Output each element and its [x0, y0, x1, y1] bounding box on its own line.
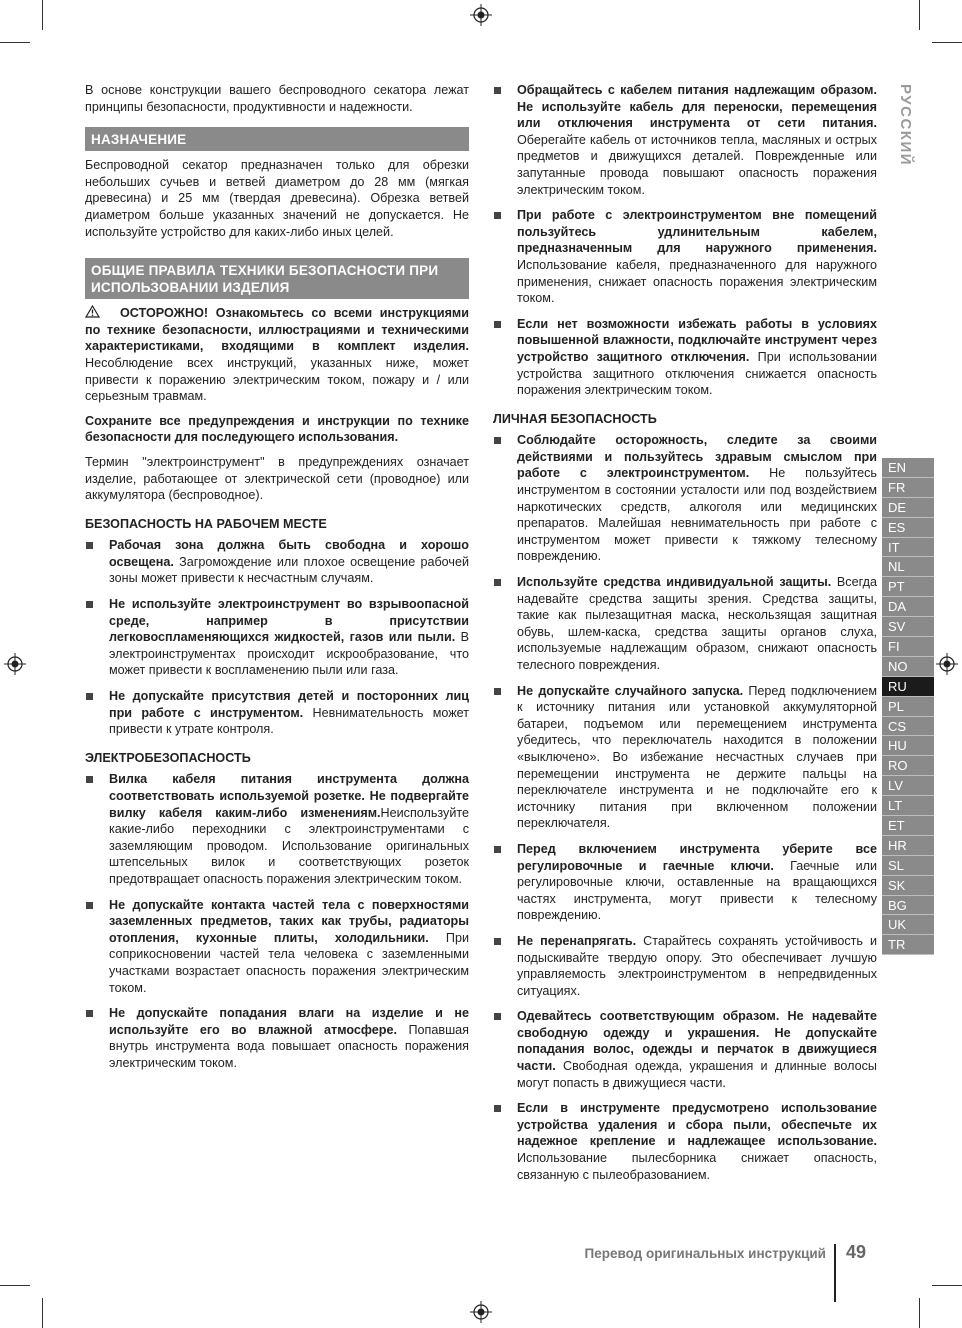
bullet-square-icon: [494, 1105, 501, 1112]
warning-paragraph: [85, 305, 469, 405]
list-item: Не перенапрягать. Старайтесь сохранять устойчивость и подыскивайте твердую опору. Это обеспечивает лучшую управляемость электроинструментом в непредвиденных ситуациях.: [493, 933, 877, 999]
language-tab-sv[interactable]: SV: [882, 617, 934, 637]
language-tab-nl[interactable]: NL: [882, 557, 934, 577]
list-item: Если в инструменте предусмотрено использование устройства удаления и сбора пыли, обеспечьте их надежное крепление и надлежащее использование. Использование пылесборника снижает опасность, связанную с пылеобразованием.: [493, 1100, 877, 1183]
keep-instructions: Сохраните все предупреждения и инструкции по технике безопасности для последующего использования.: [85, 413, 469, 445]
subheading-personal: ЛИЧНАЯ БЕЗОПАСНОСТЬ: [493, 411, 657, 426]
bullet-square-icon: [494, 437, 501, 444]
footer-text: Перевод оригинальных инструкций: [584, 1246, 826, 1261]
language-tab-lt[interactable]: LT: [882, 796, 934, 816]
registration-mark-icon: [4, 653, 26, 675]
list-item: Перед включением инструмента уберите все регулировочные и гаечные ключи. Гаечные или регулировочные ключи, оставленные на вращающихся частях инструмента, могут привести к телесному повреждению.: [493, 841, 877, 924]
bullet-square-icon: [86, 776, 93, 783]
crop-mark: [919, 0, 920, 30]
bullet-square-icon: [494, 846, 501, 853]
list-item: Обращайтесь с кабелем питания надлежащим образом. Не используйте кабель для переноски, перемещения или отключения инструмента от сети питания. Оберегайте кабель от источников тепла, масляных и острых предметов и движущихся деталей. Поврежденные или запутанные провода повышают опасность поражения электрическим током.: [493, 82, 877, 198]
language-tab-sl[interactable]: SL: [882, 856, 934, 876]
crop-mark: [932, 42, 962, 43]
footer-divider: [834, 1244, 836, 1302]
workplace-list: [85, 537, 469, 738]
bullet-square-icon: [494, 579, 501, 586]
bullet-square-icon: [494, 87, 501, 94]
list-item: При работе с электроинструментом вне помещений пользуйтесь удлинительным кабелем, предназначенным для наружного применения. Использование кабеля, предназначенного для наружного применения, снижает опасность поражения электрическим током.: [493, 207, 877, 307]
crop-mark: [42, 0, 43, 30]
language-tab-ro[interactable]: RO: [882, 756, 934, 776]
list-item: Одевайтесь соответствующим образом. Не надевайте свободную одежду и украшения. Не допускайте попадания волос, одежды и перчаток в движущиеся части. Свободная одежда, украшения и длинные волосы могут попасть в движущиеся части.: [493, 1008, 877, 1091]
language-tab-en[interactable]: EN: [882, 458, 934, 478]
language-tab-fi[interactable]: FI: [882, 637, 934, 657]
subheading-workplace: БЕЗОПАСНОСТЬ НА РАБОЧЕМ МЕСТЕ: [85, 516, 327, 531]
list-item: Не допускайте случайного запуска. Перед подключением к источнику питания или установкой аккумуляторной батареи, подъемом или перемещением инструмента убедитесь, что переключатель находится в положении «выключено». Во избежание несчастных случаев при перемещении инструмента не держите пальцы на переключателе инструмента и не подключайте его к источнику питания при включенном положении переключателя.: [493, 683, 877, 832]
registration-mark-icon: [936, 653, 958, 675]
electrical-list: [85, 771, 469, 1071]
language-tab-de[interactable]: DE: [882, 498, 934, 518]
list-item: Рабочая зона должна быть свободна и хорошо освещена. Загромождение или плохое освещение рабочей зоны может привести к несчастным случаям.: [85, 537, 469, 587]
bullet-square-icon: [494, 1013, 501, 1020]
crop-mark: [919, 1298, 920, 1328]
language-tab-tr[interactable]: TR: [882, 935, 934, 955]
list-item: Используйте средства индивидуальной защиты. Всегда надевайте средства защиты зрения. Средства защиты, такие как пылезащитная маска, нескользящая защитная обувь, шлем-каска, средства защиты органов слуха, используемые надлежащим образом, снижают опасность телесного повреждения.: [493, 574, 877, 674]
list-item: Вилка кабеля питания инструмента должна соответствовать используемой розетке. Не подвергайте вилку кабеля каким-либо изменениям.Неиспользуйте какие-либо переходники с электроинструментами с заземляющим проводом. Использование оригинальных штепсельных вилок и соответствующих розеток предотвращает опасность поражения электрическим током.: [85, 771, 469, 887]
bullet-square-icon: [86, 902, 93, 909]
language-tab-it[interactable]: IT: [882, 538, 934, 558]
personal-list: [493, 432, 877, 1183]
bullet-square-icon: [86, 693, 93, 700]
purpose-paragraph: Беспроводной секатор предназначен только для обрезки небольших сучьев и ветвей диаметром до 28 мм (мягкая древесина) и 25 мм (твердая древесина). Обрезка ветвей диаметром больше указанных значений не допускается. Не используйте устройство для каких-либо иных целей.: [85, 158, 469, 239]
page-number: 49: [846, 1242, 867, 1262]
section-heading-purpose: НАЗНАЧЕНИЕ: [85, 127, 469, 151]
bullet-square-icon: [494, 938, 501, 945]
list-item: Не допускайте попадания влаги на изделие и не используйте его во влажной атмосфере. Попавшая внутрь инструмента вода повышает опасность поражения электрическим током.: [85, 1005, 469, 1071]
language-tab-lv[interactable]: LV: [882, 776, 934, 796]
registration-mark-icon: [470, 1301, 492, 1323]
left-column: [85, 82, 469, 1081]
bullet-square-icon: [86, 542, 93, 549]
language-tab-hu[interactable]: HU: [882, 736, 934, 756]
list-item: Соблюдайте осторожность, следите за своими действиями и пользуйтесь здравым смыслом при работе с электроинструментом. Не пользуйтесь инструментом в состоянии усталости или под воздействием наркотических средств, алкоголя или медицинских препаратов. Малейшая невнимательность при работе с инструментом может привести к тяжкому телесному повреждению.: [493, 432, 877, 565]
crop-mark: [932, 1285, 962, 1286]
language-tab-sk[interactable]: SK: [882, 876, 934, 896]
language-side-label: [880, 84, 930, 174]
crop-mark: [0, 1285, 30, 1286]
language-tab-fr[interactable]: FR: [882, 478, 934, 498]
crop-mark: [42, 1298, 43, 1328]
right-column: [493, 82, 877, 1192]
list-item: Если нет возможности избежать работы в условиях повышенной влажности, подключайте инструмент через устройство защитного отключения. При использовании устройства защитного отключения снижается опасность поражения электрическим током.: [493, 316, 877, 399]
language-tab-uk[interactable]: UK: [882, 915, 934, 935]
language-tab-hr[interactable]: HR: [882, 836, 934, 856]
bullet-square-icon: [86, 601, 93, 608]
list-item: Не допускайте присутствия детей и посторонних лиц при работе с инструментом. Невнимательность может привести к утрате контроля.: [85, 688, 469, 738]
crop-mark: [0, 42, 30, 43]
warning-triangle-icon: [85, 305, 100, 318]
language-tab-bg[interactable]: BG: [882, 896, 934, 916]
language-tab-cs[interactable]: CS: [882, 717, 934, 737]
bullet-square-icon: [86, 1010, 93, 1017]
language-tab-no[interactable]: NO: [882, 657, 934, 677]
subheading-electrical: ЭЛЕКТРОБЕЗОПАСНОСТЬ: [85, 750, 251, 765]
list-item: Не допускайте контакта частей тела с поверхностями заземленных предметов, таких как трубы, радиаторы отопления, кухонные плиты, холодильники. При соприкосновении частей тела человека с заземленными участками возрастает опасность поражения электрическим током.: [85, 897, 469, 997]
language-tab-ru[interactable]: RU: [882, 677, 934, 697]
section-heading-general-safety: ОБЩИЕ ПРАВИЛА ТЕХНИКИ БЕЗОПАСНОСТИ ПРИ ИСПОЛЬЗОВАНИИ ИЗДЕЛИЯ: [85, 258, 469, 299]
term-paragraph: Термин "электроинструмент" в предупреждениях означает изделие, работающее от электрической сети (проводное) или аккумулятора (беспроводное).: [85, 454, 469, 503]
language-tab-pt[interactable]: PT: [882, 577, 934, 597]
language-tab-et[interactable]: ET: [882, 816, 934, 836]
language-tabs: [882, 458, 934, 955]
side-label-text: РУССКИЙ: [897, 84, 914, 167]
registration-mark-icon: [470, 4, 492, 26]
bullet-square-icon: [494, 212, 501, 219]
warning-text: Несоблюдение всех инструкций, указанных ниже, может привести к поражению электрическим током, пожару и / или серьезным травмам.: [85, 355, 469, 404]
bullet-square-icon: [494, 688, 501, 695]
bullet-square-icon: [494, 321, 501, 328]
intro-paragraph: В основе конструкции вашего беспроводного секатора лежат принципы безопасности, продуктивности и надежности.: [85, 83, 469, 114]
warning-bold: ОСТОРОЖНО! Ознакомьтесь со всеми инструкциями по технике безопасности, иллюстрациями и техническими характеристиками, входящими в комплект изделия.: [85, 306, 469, 354]
language-tab-pl[interactable]: PL: [882, 697, 934, 717]
language-tab-da[interactable]: DA: [882, 597, 934, 617]
list-item: Не используйте электроинструмент во взрывоопасной среде, например в присутствии легковоспламеняющихся жидкостей, газов или пыли. В электроинструментах происходит искрообразование, что может привести к воспламенению пыли или газа.: [85, 596, 469, 679]
language-tab-es[interactable]: ES: [882, 518, 934, 538]
electrical-list-continued: [493, 82, 877, 399]
